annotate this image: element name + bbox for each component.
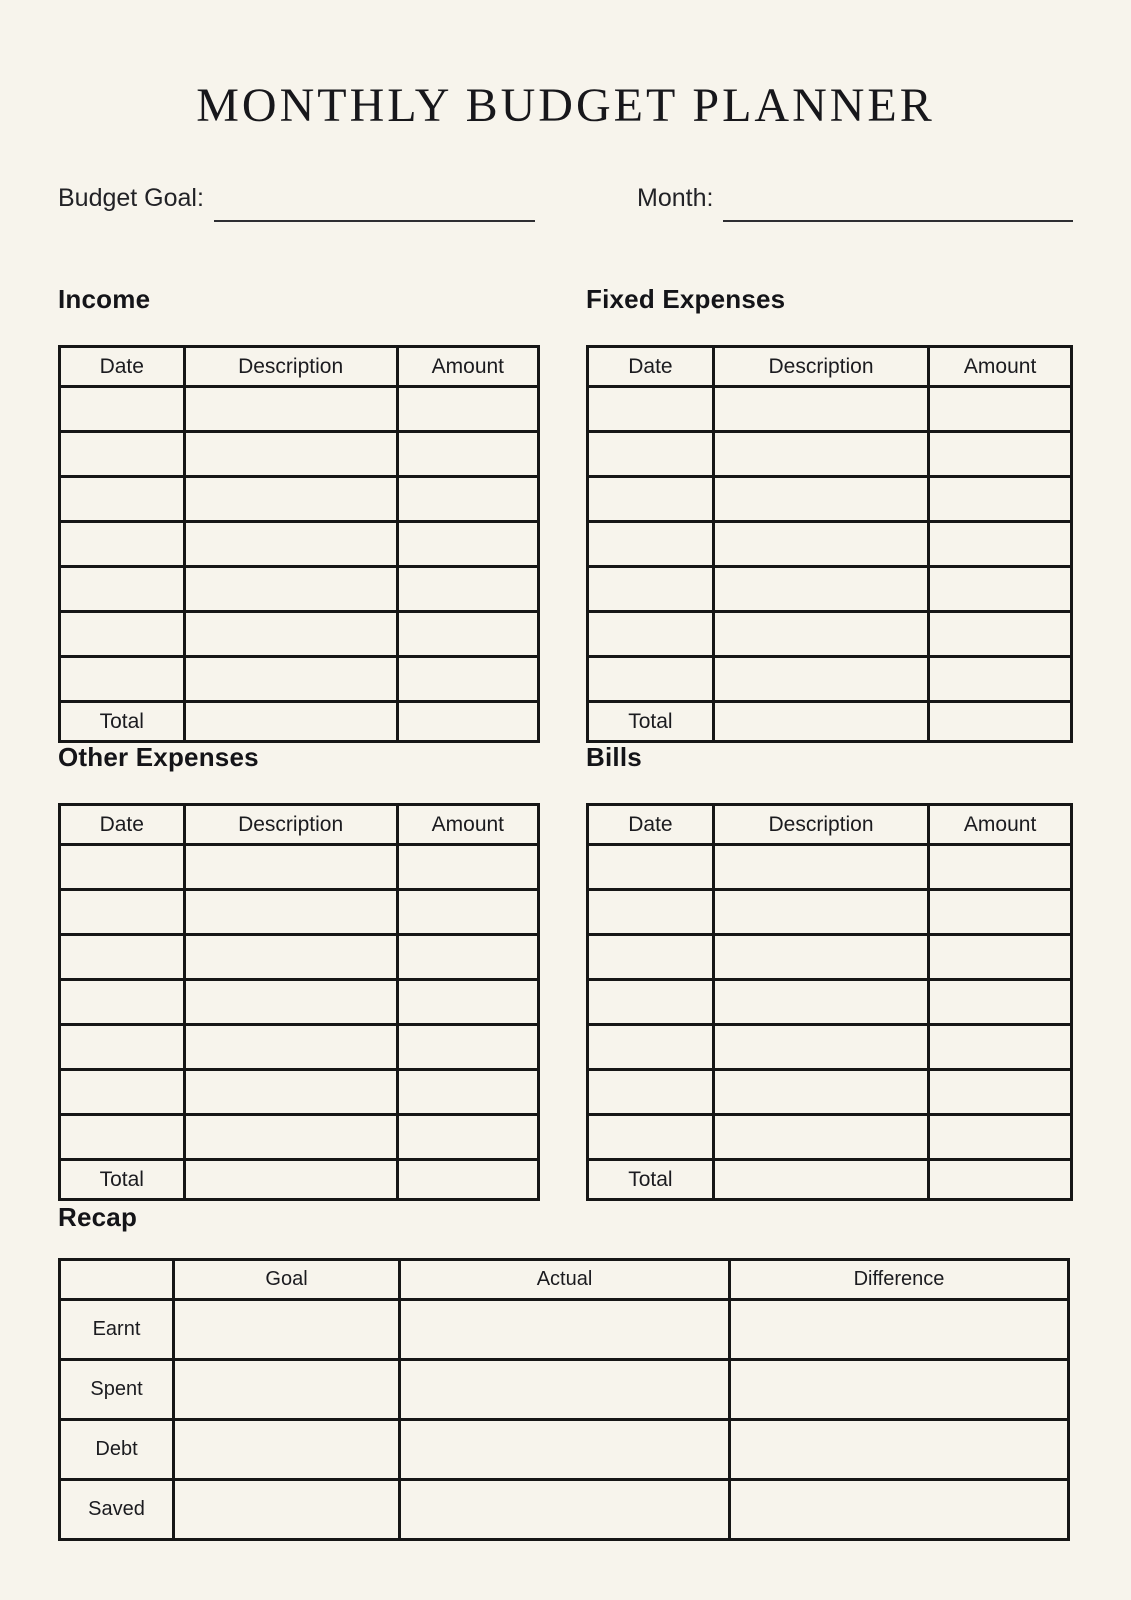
goal-cell xyxy=(174,1300,400,1360)
recap-row-label: Saved xyxy=(60,1480,174,1540)
description-cell xyxy=(184,1070,397,1115)
other-expenses-header-row xyxy=(60,805,539,845)
bills-header-row xyxy=(588,805,1072,845)
budget-goal-field xyxy=(58,184,535,222)
bills-entry-row xyxy=(588,980,1072,1025)
date-cell xyxy=(588,522,714,567)
other-expenses-entry-row xyxy=(60,845,539,890)
other-expenses-entry-row xyxy=(60,890,539,935)
bills-total-row xyxy=(588,1160,1072,1200)
fixed-expenses-entry-row xyxy=(588,657,1072,702)
description-cell xyxy=(184,477,397,522)
bills-total-amount-cell xyxy=(929,1160,1072,1200)
difference-cell xyxy=(729,1360,1068,1420)
income-entry-row xyxy=(60,477,539,522)
description-cell xyxy=(713,890,928,935)
date-cell xyxy=(588,657,714,702)
amount-cell xyxy=(929,612,1072,657)
income-entry-row xyxy=(60,657,539,702)
description-cell xyxy=(184,980,397,1025)
recap-row-debt xyxy=(60,1420,1069,1480)
other-expenses-date-header: Date xyxy=(60,805,185,845)
date-cell xyxy=(60,387,185,432)
bills-entry-row xyxy=(588,1070,1072,1115)
other-expenses-section xyxy=(58,742,540,1201)
other-expenses-total-row xyxy=(60,1160,539,1200)
other-expenses-entry-row xyxy=(60,935,539,980)
amount-cell xyxy=(397,387,538,432)
fixed-expenses-entry-row xyxy=(588,522,1072,567)
fixed-expenses-entry-row xyxy=(588,432,1072,477)
income-entry-row xyxy=(60,612,539,657)
amount-cell xyxy=(397,657,538,702)
other-expenses-total-description-cell xyxy=(184,1160,397,1200)
date-cell xyxy=(588,612,714,657)
date-cell xyxy=(60,980,185,1025)
bills-entry-row xyxy=(588,935,1072,980)
date-cell xyxy=(60,1115,185,1160)
month-label: Month: xyxy=(637,184,714,212)
description-cell xyxy=(184,890,397,935)
page-title: MONTHLY BUDGET PLANNER xyxy=(196,79,935,132)
recap-corner-cell xyxy=(60,1260,174,1300)
date-cell xyxy=(588,935,714,980)
income-entry-row xyxy=(60,387,539,432)
description-cell xyxy=(713,1070,928,1115)
description-cell xyxy=(184,935,397,980)
amount-cell xyxy=(929,387,1072,432)
date-cell xyxy=(60,567,185,612)
amount-cell xyxy=(397,980,538,1025)
recap-section xyxy=(58,1202,1070,1541)
amount-cell xyxy=(929,1115,1072,1160)
date-cell xyxy=(60,935,185,980)
fixed-expenses-header-row xyxy=(588,347,1072,387)
fixed-expenses-total-amount-cell xyxy=(929,702,1072,742)
fixed-expenses-description-header: Description xyxy=(713,347,928,387)
recap-row-spent xyxy=(60,1360,1069,1420)
description-cell xyxy=(184,1025,397,1070)
description-cell xyxy=(184,612,397,657)
fixed-expenses-date-header: Date xyxy=(588,347,714,387)
income-table xyxy=(58,345,540,743)
date-cell xyxy=(60,1070,185,1115)
bills-section-title: Bills xyxy=(586,742,642,772)
other-expenses-amount-header: Amount xyxy=(397,805,538,845)
income-total-description-cell xyxy=(184,702,397,742)
other-expenses-entry-row xyxy=(60,980,539,1025)
description-cell xyxy=(713,567,928,612)
recap-row-label: Debt xyxy=(60,1420,174,1480)
recap-row-label: Earnt xyxy=(60,1300,174,1360)
income-total-row xyxy=(60,702,539,742)
description-cell xyxy=(713,612,928,657)
actual-cell xyxy=(400,1420,730,1480)
actual-cell xyxy=(400,1480,730,1540)
budget-goal-label: Budget Goal: xyxy=(58,184,204,212)
description-cell xyxy=(713,845,928,890)
description-cell xyxy=(184,657,397,702)
date-cell xyxy=(60,845,185,890)
amount-cell xyxy=(397,890,538,935)
recap-header-row xyxy=(60,1260,1069,1300)
amount-cell xyxy=(929,935,1072,980)
description-cell xyxy=(713,432,928,477)
description-cell xyxy=(713,935,928,980)
other-expenses-table xyxy=(58,803,540,1201)
income-description-header: Description xyxy=(184,347,397,387)
date-cell xyxy=(588,567,714,612)
income-section-title: Income xyxy=(58,284,151,314)
difference-cell xyxy=(729,1480,1068,1540)
amount-cell xyxy=(397,477,538,522)
income-entry-row xyxy=(60,522,539,567)
amount-cell xyxy=(929,477,1072,522)
amount-cell xyxy=(929,1070,1072,1115)
other-expenses-section-title: Other Expenses xyxy=(58,742,259,772)
date-cell xyxy=(60,657,185,702)
amount-cell xyxy=(929,845,1072,890)
date-cell xyxy=(60,890,185,935)
bills-description-header: Description xyxy=(713,805,928,845)
date-cell xyxy=(588,1025,714,1070)
other-expenses-entry-row xyxy=(60,1070,539,1115)
date-cell xyxy=(588,432,714,477)
difference-cell xyxy=(729,1300,1068,1360)
description-cell xyxy=(713,1025,928,1070)
fixed-expenses-entry-row xyxy=(588,567,1072,612)
date-cell xyxy=(60,477,185,522)
month-line xyxy=(723,184,1073,222)
recap-section-title: Recap xyxy=(58,1202,138,1232)
bills-entry-row xyxy=(588,1115,1072,1160)
date-cell xyxy=(588,1070,714,1115)
description-cell xyxy=(184,522,397,567)
fixed-expenses-total-description-cell xyxy=(713,702,928,742)
date-cell xyxy=(60,1025,185,1070)
amount-cell xyxy=(929,1025,1072,1070)
date-cell xyxy=(588,477,714,522)
amount-cell xyxy=(397,1070,538,1115)
date-cell xyxy=(588,845,714,890)
income-total-label: Total xyxy=(60,702,185,742)
date-cell xyxy=(60,612,185,657)
other-expenses-entry-row xyxy=(60,1115,539,1160)
goal-month-row xyxy=(58,184,1073,222)
bills-total-description-cell xyxy=(713,1160,928,1200)
income-amount-header: Amount xyxy=(397,347,538,387)
income-header-row xyxy=(60,347,539,387)
fixed-expenses-table xyxy=(586,345,1073,743)
actual-cell xyxy=(400,1360,730,1420)
recap-goal-header: Goal xyxy=(174,1260,400,1300)
date-cell xyxy=(588,980,714,1025)
description-cell xyxy=(184,845,397,890)
bills-section xyxy=(586,742,1073,1201)
month-field xyxy=(637,184,1073,222)
bills-entry-row xyxy=(588,845,1072,890)
amount-cell xyxy=(929,890,1072,935)
fixed-expenses-total-row xyxy=(588,702,1072,742)
description-cell xyxy=(713,657,928,702)
amount-cell xyxy=(397,612,538,657)
fixed-expenses-entry-row xyxy=(588,477,1072,522)
description-cell xyxy=(713,387,928,432)
amount-cell xyxy=(929,522,1072,567)
goal-cell xyxy=(174,1420,400,1480)
recap-difference-header: Difference xyxy=(729,1260,1068,1300)
other-expenses-total-label: Total xyxy=(60,1160,185,1200)
amount-cell xyxy=(929,657,1072,702)
bills-entry-row xyxy=(588,1025,1072,1070)
date-cell xyxy=(588,1115,714,1160)
fixed-expenses-amount-header: Amount xyxy=(929,347,1072,387)
income-total-amount-cell xyxy=(397,702,538,742)
bills-table xyxy=(586,803,1073,1201)
budget-goal-line xyxy=(214,184,535,222)
amount-cell xyxy=(929,567,1072,612)
other-expenses-total-amount-cell xyxy=(397,1160,538,1200)
fixed-expenses-entry-row xyxy=(588,387,1072,432)
amount-cell xyxy=(397,935,538,980)
amount-cell xyxy=(397,522,538,567)
amount-cell xyxy=(397,432,538,477)
description-cell xyxy=(184,567,397,612)
other-expenses-description-header: Description xyxy=(184,805,397,845)
goal-cell xyxy=(174,1360,400,1420)
fixed-expenses-total-label: Total xyxy=(588,702,714,742)
description-cell xyxy=(713,1115,928,1160)
date-cell xyxy=(588,890,714,935)
description-cell xyxy=(184,387,397,432)
description-cell xyxy=(713,477,928,522)
date-cell xyxy=(588,387,714,432)
fixed-expenses-section-title: Fixed Expenses xyxy=(586,284,786,314)
bills-total-label: Total xyxy=(588,1160,714,1200)
fixed-expenses-section xyxy=(586,284,1073,743)
income-entry-row xyxy=(60,432,539,477)
description-cell xyxy=(184,1115,397,1160)
date-cell xyxy=(60,432,185,477)
recap-row-saved xyxy=(60,1480,1069,1540)
date-cell xyxy=(60,522,185,567)
amount-cell xyxy=(929,432,1072,477)
actual-cell xyxy=(400,1300,730,1360)
recap-row-label: Spent xyxy=(60,1360,174,1420)
fixed-expenses-entry-row xyxy=(588,612,1072,657)
description-cell xyxy=(713,522,928,567)
other-expenses-entry-row xyxy=(60,1025,539,1070)
recap-row-earnt xyxy=(60,1300,1069,1360)
description-cell xyxy=(184,432,397,477)
amount-cell xyxy=(929,980,1072,1025)
amount-cell xyxy=(397,567,538,612)
recap-actual-header: Actual xyxy=(400,1260,730,1300)
amount-cell xyxy=(397,1025,538,1070)
amount-cell xyxy=(397,1115,538,1160)
income-section xyxy=(58,284,540,743)
bills-entry-row xyxy=(588,890,1072,935)
difference-cell xyxy=(729,1420,1068,1480)
recap-table xyxy=(58,1258,1070,1541)
income-entry-row xyxy=(60,567,539,612)
income-date-header: Date xyxy=(60,347,185,387)
bills-date-header: Date xyxy=(588,805,714,845)
amount-cell xyxy=(397,845,538,890)
description-cell xyxy=(713,980,928,1025)
goal-cell xyxy=(174,1480,400,1540)
bills-amount-header: Amount xyxy=(929,805,1072,845)
